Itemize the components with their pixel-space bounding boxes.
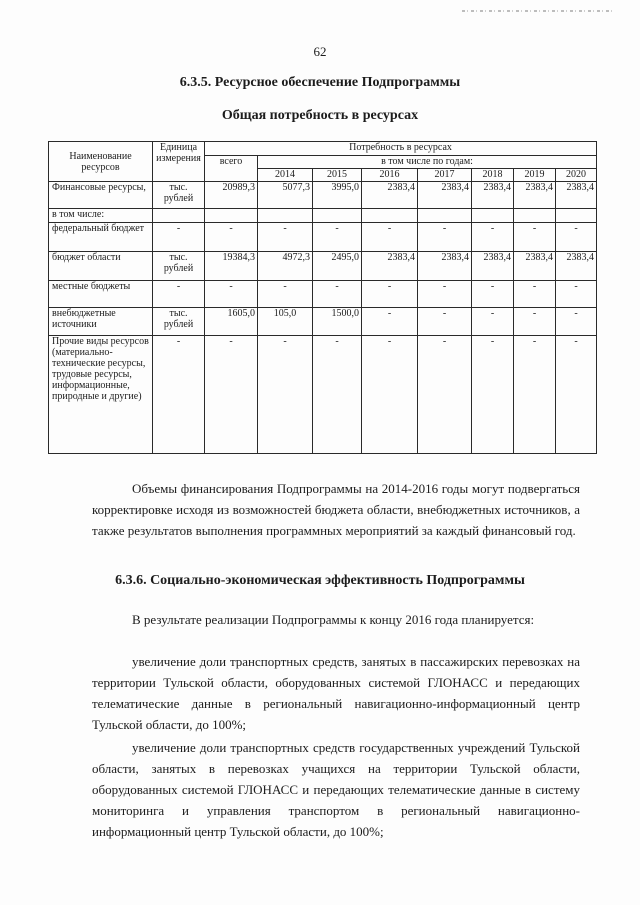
section-title: 6.3.5. Ресурсное обеспечение Подпрограммы xyxy=(179,75,461,90)
row-name: федеральный бюджет xyxy=(49,223,153,252)
row-value: 105,0 xyxy=(258,308,313,336)
row-unit: тыс. рублей xyxy=(153,308,205,336)
row-value: 2383,4 xyxy=(418,182,472,209)
row-value: - xyxy=(258,223,313,252)
row-value: - xyxy=(472,223,514,252)
result-item-1-text: увеличение доли транспортных средств, занятых в пассажирских перевозках на территории Тульской области, оборудованных системой ГЛОНАСС и передающих телематические данные в региональный навигационно-информационный центр Тульской области, до 100%; xyxy=(92,654,580,732)
row-value: - xyxy=(418,281,472,308)
row-value: 2383,4 xyxy=(556,182,597,209)
table-row xyxy=(49,252,597,281)
row-value: - xyxy=(472,281,514,308)
row-total: - xyxy=(205,336,258,454)
row-value: - xyxy=(418,336,472,454)
row-value: 2383,4 xyxy=(362,182,418,209)
header-year: 2015 xyxy=(313,169,362,182)
row-value: 2383,4 xyxy=(362,252,418,281)
header-year: 2018 xyxy=(472,169,514,182)
table-row xyxy=(49,281,597,308)
row-value: 2383,4 xyxy=(556,252,597,281)
header-year: 2017 xyxy=(418,169,472,182)
row-value: - xyxy=(556,336,597,454)
result-item-2 xyxy=(92,737,580,842)
result-item-2-text: увеличение доли транспортных средств государственных учреждений Тульской области, занятых в перевозках учащихся на территории Тульской области, оборудованных системой ГЛОНАСС и передающих телематические данные в систему мониторинга и управления транспортом в региональный навигационно-информационный центр Тульской области, до 100%; xyxy=(92,740,580,839)
header-name: Наименование ресурсов xyxy=(49,142,153,182)
row-value: - xyxy=(362,223,418,252)
row-name: в том числе: xyxy=(49,209,153,223)
row-unit: - xyxy=(153,223,205,252)
financing-paragraph xyxy=(92,478,580,541)
header-year: 2016 xyxy=(362,169,418,182)
row-total: 20989,3 xyxy=(205,182,258,209)
row-value: - xyxy=(258,336,313,454)
table-row xyxy=(49,182,597,209)
row-value: 5077,3 xyxy=(258,182,313,209)
row-value: 1500,0 xyxy=(313,308,362,336)
table-row xyxy=(49,308,597,336)
row-value: 2383,4 xyxy=(418,252,472,281)
row-value: - xyxy=(556,223,597,252)
scan-artifact xyxy=(462,10,612,12)
header-year: 2014 xyxy=(258,169,313,182)
header-year: 2019 xyxy=(514,169,556,182)
row-name: Финансовые ресурсы, xyxy=(49,182,153,209)
row-value: 2383,4 xyxy=(472,182,514,209)
table-row xyxy=(49,209,597,223)
header-need: Потребность в ресурсах xyxy=(205,142,597,156)
row-value: - xyxy=(258,281,313,308)
result-intro xyxy=(92,609,580,630)
header-year: 2020 xyxy=(556,169,597,182)
row-value: - xyxy=(514,308,556,336)
row-value: 2383,4 xyxy=(472,252,514,281)
row-total: - xyxy=(205,281,258,308)
row-total: - xyxy=(205,223,258,252)
row-value: - xyxy=(556,308,597,336)
row-value: - xyxy=(556,281,597,308)
row-unit: - xyxy=(153,336,205,454)
row-unit: тыс. рублей xyxy=(153,182,205,209)
row-name: Прочие виды ресурсов (материально-технические ресурсы, трудовые ресурсы, информационные, природные и другие) xyxy=(49,336,153,454)
result-item-1 xyxy=(92,651,580,735)
row-value: - xyxy=(514,336,556,454)
row-value: 2383,4 xyxy=(514,252,556,281)
financing-text: Объемы финансирования Подпрограммы на 2014-2016 годы могут подвергаться корректировке исходя из возможностей бюджета области, внебюджетных источников, а также результатов выполнения программных мероприятий за каждый финансовый год. xyxy=(92,481,580,538)
header-by-years: в том числе по годам: xyxy=(258,156,597,169)
row-value: - xyxy=(362,308,418,336)
row-total: 1605,0 xyxy=(205,308,258,336)
row-value: 4972,3 xyxy=(258,252,313,281)
header-total: всего xyxy=(205,156,258,182)
row-total: 19384,3 xyxy=(205,252,258,281)
header-unit: Единица измерения xyxy=(153,142,205,182)
row-name: внебюджетные источники xyxy=(49,308,153,336)
row-value: 3995,0 xyxy=(313,182,362,209)
row-value: - xyxy=(313,223,362,252)
row-unit: - xyxy=(153,281,205,308)
row-value: - xyxy=(418,223,472,252)
row-name: местные бюджеты xyxy=(49,281,153,308)
row-value: - xyxy=(362,281,418,308)
table-title: Общая потребность в ресурсах xyxy=(221,108,419,123)
row-value: - xyxy=(418,308,472,336)
row-value: - xyxy=(472,336,514,454)
row-value: - xyxy=(514,281,556,308)
row-value: - xyxy=(313,281,362,308)
result-intro-text: В результате реализации Подпрограммы к концу 2016 года планируется: xyxy=(132,612,535,627)
row-value: - xyxy=(472,308,514,336)
page-number: 62 xyxy=(313,44,327,59)
table-row xyxy=(49,336,597,454)
table-row xyxy=(49,223,597,252)
row-value: - xyxy=(514,223,556,252)
resources-table xyxy=(48,141,597,454)
row-value: 2495,0 xyxy=(313,252,362,281)
row-value: 2383,4 xyxy=(514,182,556,209)
efficiency-title: 6.3.6. Социально-экономическая эффективность Подпрограммы xyxy=(115,573,525,588)
row-unit: тыс. рублей xyxy=(153,252,205,281)
row-name: бюджет области xyxy=(49,252,153,281)
row-value: - xyxy=(362,336,418,454)
row-value: - xyxy=(313,336,362,454)
